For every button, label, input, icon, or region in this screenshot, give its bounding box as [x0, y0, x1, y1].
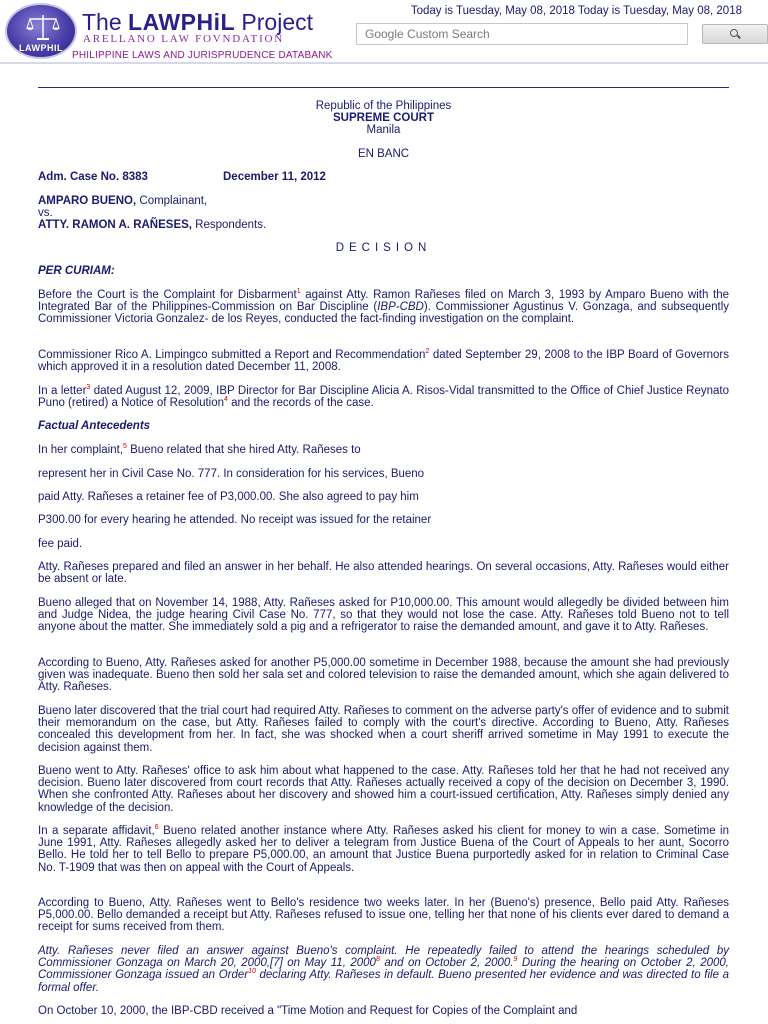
paragraph-13: On October 10, 2000, the IBP-CBD received a "Time Motion and Request for Copies of the Complaint and — [38, 1005, 578, 1017]
respondent-line — [38, 219, 729, 231]
foundation-name: ARELLANO LAW FOVNDATION — [83, 33, 285, 45]
en-banc: EN BANC — [357, 148, 410, 160]
paragraph-9: Bueno went to Atty. Rañeses' office to ask him about what happened to the case. Atty. Rañeses told her that he had not received any decision. Bueno later discovered from court records that Atty. Rañeses actually received a copy of the decision on December 3, 1990. When she confronted Atty. Rañeses about her discovery and showed him a court-issued certification, Atty. Rañeses simply denied any knowledge of the decision. — [38, 765, 729, 814]
site-tagline: PHILIPPINE LAWS AND JURISPRUDENCE DATABANK — [72, 50, 333, 61]
paragraph-11: According to Bueno, Atty. Rañeses went to Bello's residence two weeks later. In her (Bueno's) presence, Bello paid Atty. Rañeses P5,000.00. Bello demanded a receipt but Atty. Rañeses refused to issue one, telling her that none of his clients ever dared to demand a receipt for sums received from them. — [38, 897, 729, 934]
paragraph-4-line-5: fee paid. — [38, 538, 83, 550]
paragraph-4-line-2: represent her in Civil Case No. 777. In consideration for his services, Bueno — [38, 468, 425, 480]
paragraph-5: Atty. Rañeses prepared and filed an answer in her behalf. He also attended hearings. On several occasions, Atty. Rañeses would either be absent or late. — [38, 561, 729, 586]
complainant-name: AMPARO BUENO, — [38, 195, 137, 207]
respondent-role: Respondents. — [191, 219, 267, 231]
case-number: Adm. Case No. 8383 — [38, 171, 148, 183]
paragraph-1: Before the Court is the Complaint for Disbarment$^1$ against Atty. Ramon Rañeses filed on March 3, 1993 by Amparo Bueno with the Integrated Bar of the Philippines-Commission on Bar Discipline (IBP-CBD). Commissioner Agustinus V. Gonzaga, and subsequently Commissioner Victoria Gonzalez- de los Reyes, conducted the fact-finding investigation on the complaint. — [38, 288, 729, 326]
paragraph-12: Atty. Rañeses never filed an answer against Bueno's complaint. He repeatedly failed to attend the hearings scheduled by Commissioner Gonzaga on March 20, 2000,[7] on May 11, 2000$^8$ and on October 2, 2000.$^9$ During the hearing on October 2, 2000, Commissioner Gonzaga issued an Order$^{10}$ declaring Atty. Rañeses in default. Bueno presented her evidence and was directed to file a formal offer. — [38, 945, 729, 994]
paragraph-2: Commissioner Rico A. Limpingco submitted a Report and Recommendation$^2$ dated September 29, 2008 to the IBP Board of Governors which approved it in a resolution dated December 11, 2008. — [38, 348, 729, 374]
court-name: SUPREME COURT — [333, 112, 434, 124]
search-input[interactable] — [356, 23, 688, 45]
paragraph-4-line-4: P300.00 for every hearing he attended. No receipt was issued for the retainer — [38, 514, 432, 526]
lawphil-logo[interactable] — [5, 3, 77, 59]
paragraph-4-line-3: paid Atty. Rañeses a retainer fee of P3,000.00. She also agreed to pay him — [38, 491, 419, 503]
versus: vs. — [38, 207, 53, 219]
top-divider — [38, 87, 729, 88]
decision-heading: DECISION — [335, 242, 432, 254]
title-prefix: The — [82, 9, 129, 35]
title-suffix: Project — [235, 9, 314, 35]
site-title[interactable] — [82, 9, 313, 36]
scales-of-justice-icon — [25, 13, 61, 41]
logo-text: LAWPHIL — [19, 43, 63, 53]
search-icon — [730, 29, 738, 37]
search-button[interactable] — [702, 24, 768, 44]
paragraph-8: Bueno later discovered that the trial court had required Atty. Rañeses to comment on the adverse party's offer of evidence and to submit their memorandum on the case, but Atty. Rañeses failed to comply with the court's directive. According to Bueno, Atty. Rañeses concealed this development from her. In fact, she was shocked when a court sheriff arrived sometime in May 1991 to execute the decision against them. — [38, 705, 729, 754]
paragraph-7: According to Bueno, Atty. Rañeses asked for another P5,000.00 sometime in December 1988, because the amount she had previously given was inadequate. Bueno then sold her sala set and colored television to raise the demanded amount, which she again delivered to Atty. Rañeses. — [38, 657, 729, 694]
paragraph-6: Bueno alleged that on November 14, 1988, Atty. Rañeses asked for P10,000.00. This amount would allegedly be divided between him and Judge Nidea, the judge hearing Civil Case No. 777, so that they would not lose the case. Atty. Rañeses told Bueno not to tell anyone about the matter. She immediately sold a pig and a refrigerator to raise the demanded amount, and gave it to Atty. Rañeses. — [38, 597, 729, 634]
per-curiam-heading: PER CURIAM: — [38, 265, 115, 277]
site-header — [0, 0, 768, 62]
title-bold: LAWPHiL — [128, 9, 236, 35]
case-date: December 11, 2012 — [223, 171, 326, 183]
header-divider — [0, 62, 768, 64]
complainant-role: Complainant, — [136, 195, 208, 207]
republic-line: Republic of the Philippines — [315, 100, 452, 112]
paragraph-3: In a letter$^3$ dated August 12, 2009, IBP Director for Bar Discipline Alicia A. Risos-Vidal transmitted to the Office of Chief Justice Reynato Puno (retired) a Notice of Resolution$^4$ and the records of the case. — [38, 384, 729, 410]
court-city: Manila — [366, 124, 401, 136]
paragraph-4-line-1: In her complaint,$^5$ Bueno related that she hired Atty. Rañeses to — [38, 443, 361, 456]
complainant-line — [38, 195, 729, 207]
respondent-name: ATTY. RAMON A. RAÑESES, — [38, 219, 192, 231]
factual-antecedents-heading: Factual Antecedents — [38, 420, 151, 432]
date-display: Today is Tuesday, May 08, 2018 Today is Tuesday, May 08, 2018 — [410, 5, 742, 17]
paragraph-10: In a separate affidavit,$^6$ Bueno related another instance where Atty. Rañeses asked his client for money to win a case. Sometime in June 1991, Atty. Rañeses allegedly asked her to deliver a telegram from Justice Buena of the Court of Appeals to her aunt, Socorro Bello. He told her to tell Bello to prepare P5,000.00, an amount that Justice Buena purportedly asked for in relation to Criminal Case No. T-1909 that was then on appeal with the Court of Appeals. — [38, 824, 730, 874]
